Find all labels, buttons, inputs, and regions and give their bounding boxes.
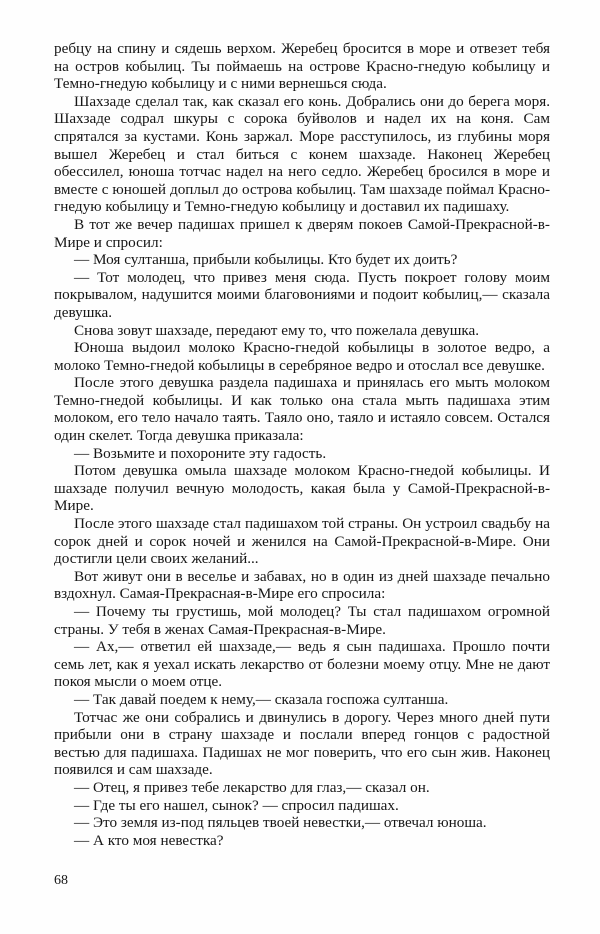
page-number: 68: [54, 873, 68, 888]
paragraph: Снова зовут шахзаде, передают ему то, что пожелала девушка.: [74, 321, 480, 339]
paragraph: Тотчас же они собрались и двинулись в дорогу. Через много дней пути прибыли они в страну шахзаде и послали вперед гонцов с радостной вестью для падишаха. Падишах не мог поверить, что его сын жив. Наконец появился и сам шахзаде.: [54, 708, 550, 779]
dialogue-line: — Отец, я привез тебе лекарство для глаз,— сказал он.: [74, 778, 430, 796]
body-text: [54, 40, 550, 849]
dialogue-line: — Тот молодец, что привез меня сюда. Пусть покроет голову моим покрывалом, надушится моими благовониями и подоит кобылиц,— сказала девушка.: [54, 268, 550, 321]
dialogue-line: — Ах,— ответил ей шахзаде,— ведь я сын падишаха. Прошло почти семь лет, как я уехал искать лекарство от болезни моему отцу. Мне не дают покоя мысли о моем отце.: [54, 638, 550, 691]
paragraph: Шахзаде сделал так, как сказал его конь. Добрались они до берега моря. Шахзаде содрал шкуры с сорока буйволов и надел их на коня. Сам спрятался за кустами. Конь заржал. Море расступилось, из глубины моря вышел Жеребец и стал биться с конем шахзаде. Наконец Жеребец обессилел, юноша тотчас надел на него седло. Жеребец бросился в море и вместе с юношей доплыл до острова кобылиц. Там шахзаде поймал Красно-гнедую кобылицу и Темно-гнедую кобылицу и доставил их падишаху.: [54, 92, 550, 216]
dialogue-line: — Так давай поедем к нему,— сказала госпожа султанша.: [74, 690, 449, 708]
paragraph: Юноша выдоил молоко Красно-гнедой кобылицы в золотое ведро, а молоко Темно-гнедой кобылицы в серебряное ведро и отослал все девушке.: [54, 339, 550, 374]
paragraph: После этого девушка раздела падишаха и принялась его мыть молоком Темно-гнедой кобылицы. И как только она стала мыть падишаха этим молоком, его тело начало таять. Таяло оно, таяло и истаяло совсем. Остался один скелет. Тогда девушка приказала:: [54, 374, 550, 445]
dialogue-line: — Возьмите и похороните эту гадость.: [74, 444, 327, 462]
paragraph: Потом девушка омыла шахзаде молоком Красно-гнедой кобылицы. И шахзаде получил вечную молодость, какая была у Самой-Прекрасной-в-Мире.: [54, 462, 550, 515]
dialogue-line: — Где ты его нашел, сынок? — спросил падишах.: [74, 796, 399, 814]
paragraph: В тот же вечер падишах пришел к дверям покоев Самой-Прекрасной-в-Мире и спросил:: [54, 215, 550, 251]
dialogue-line: — Это земля из-под пяльцев твоей невестки,— отвечал юноша.: [74, 814, 487, 832]
paragraph: Вот живут они в веселье и забавах, но в один из дней шахзаде печально вздохнул. Самая-Прекрасная-в-Мире его спросила:: [54, 567, 550, 603]
dialogue-line: — А кто моя невестка?: [74, 831, 224, 849]
dialogue-line: — Моя султанша, прибыли кобылицы. Кто будет их доить?: [74, 251, 458, 269]
paragraph: После этого шахзаде стал падишахом той страны. Он устроил свадьбу на сорок дней и сорок ночей и женился на Самой-Прекрасной-в-Мире. Они достигли цели своих желаний...: [54, 515, 550, 568]
dialogue-line: — Почему ты грустишь, мой молодец? Ты стал падишахом огромной страны. У тебя в женах Самая-Прекрасная-в-Мире.: [54, 603, 550, 638]
paragraph: ребцу на спину и сядешь верхом. Жеребец бросится в море и отвезет тебя на остров кобылиц. Ты поймаешь на острове Красно-гнедую кобылицу и Темно-гнедую кобылицу и с ними вернешься сюда.: [54, 40, 550, 93]
